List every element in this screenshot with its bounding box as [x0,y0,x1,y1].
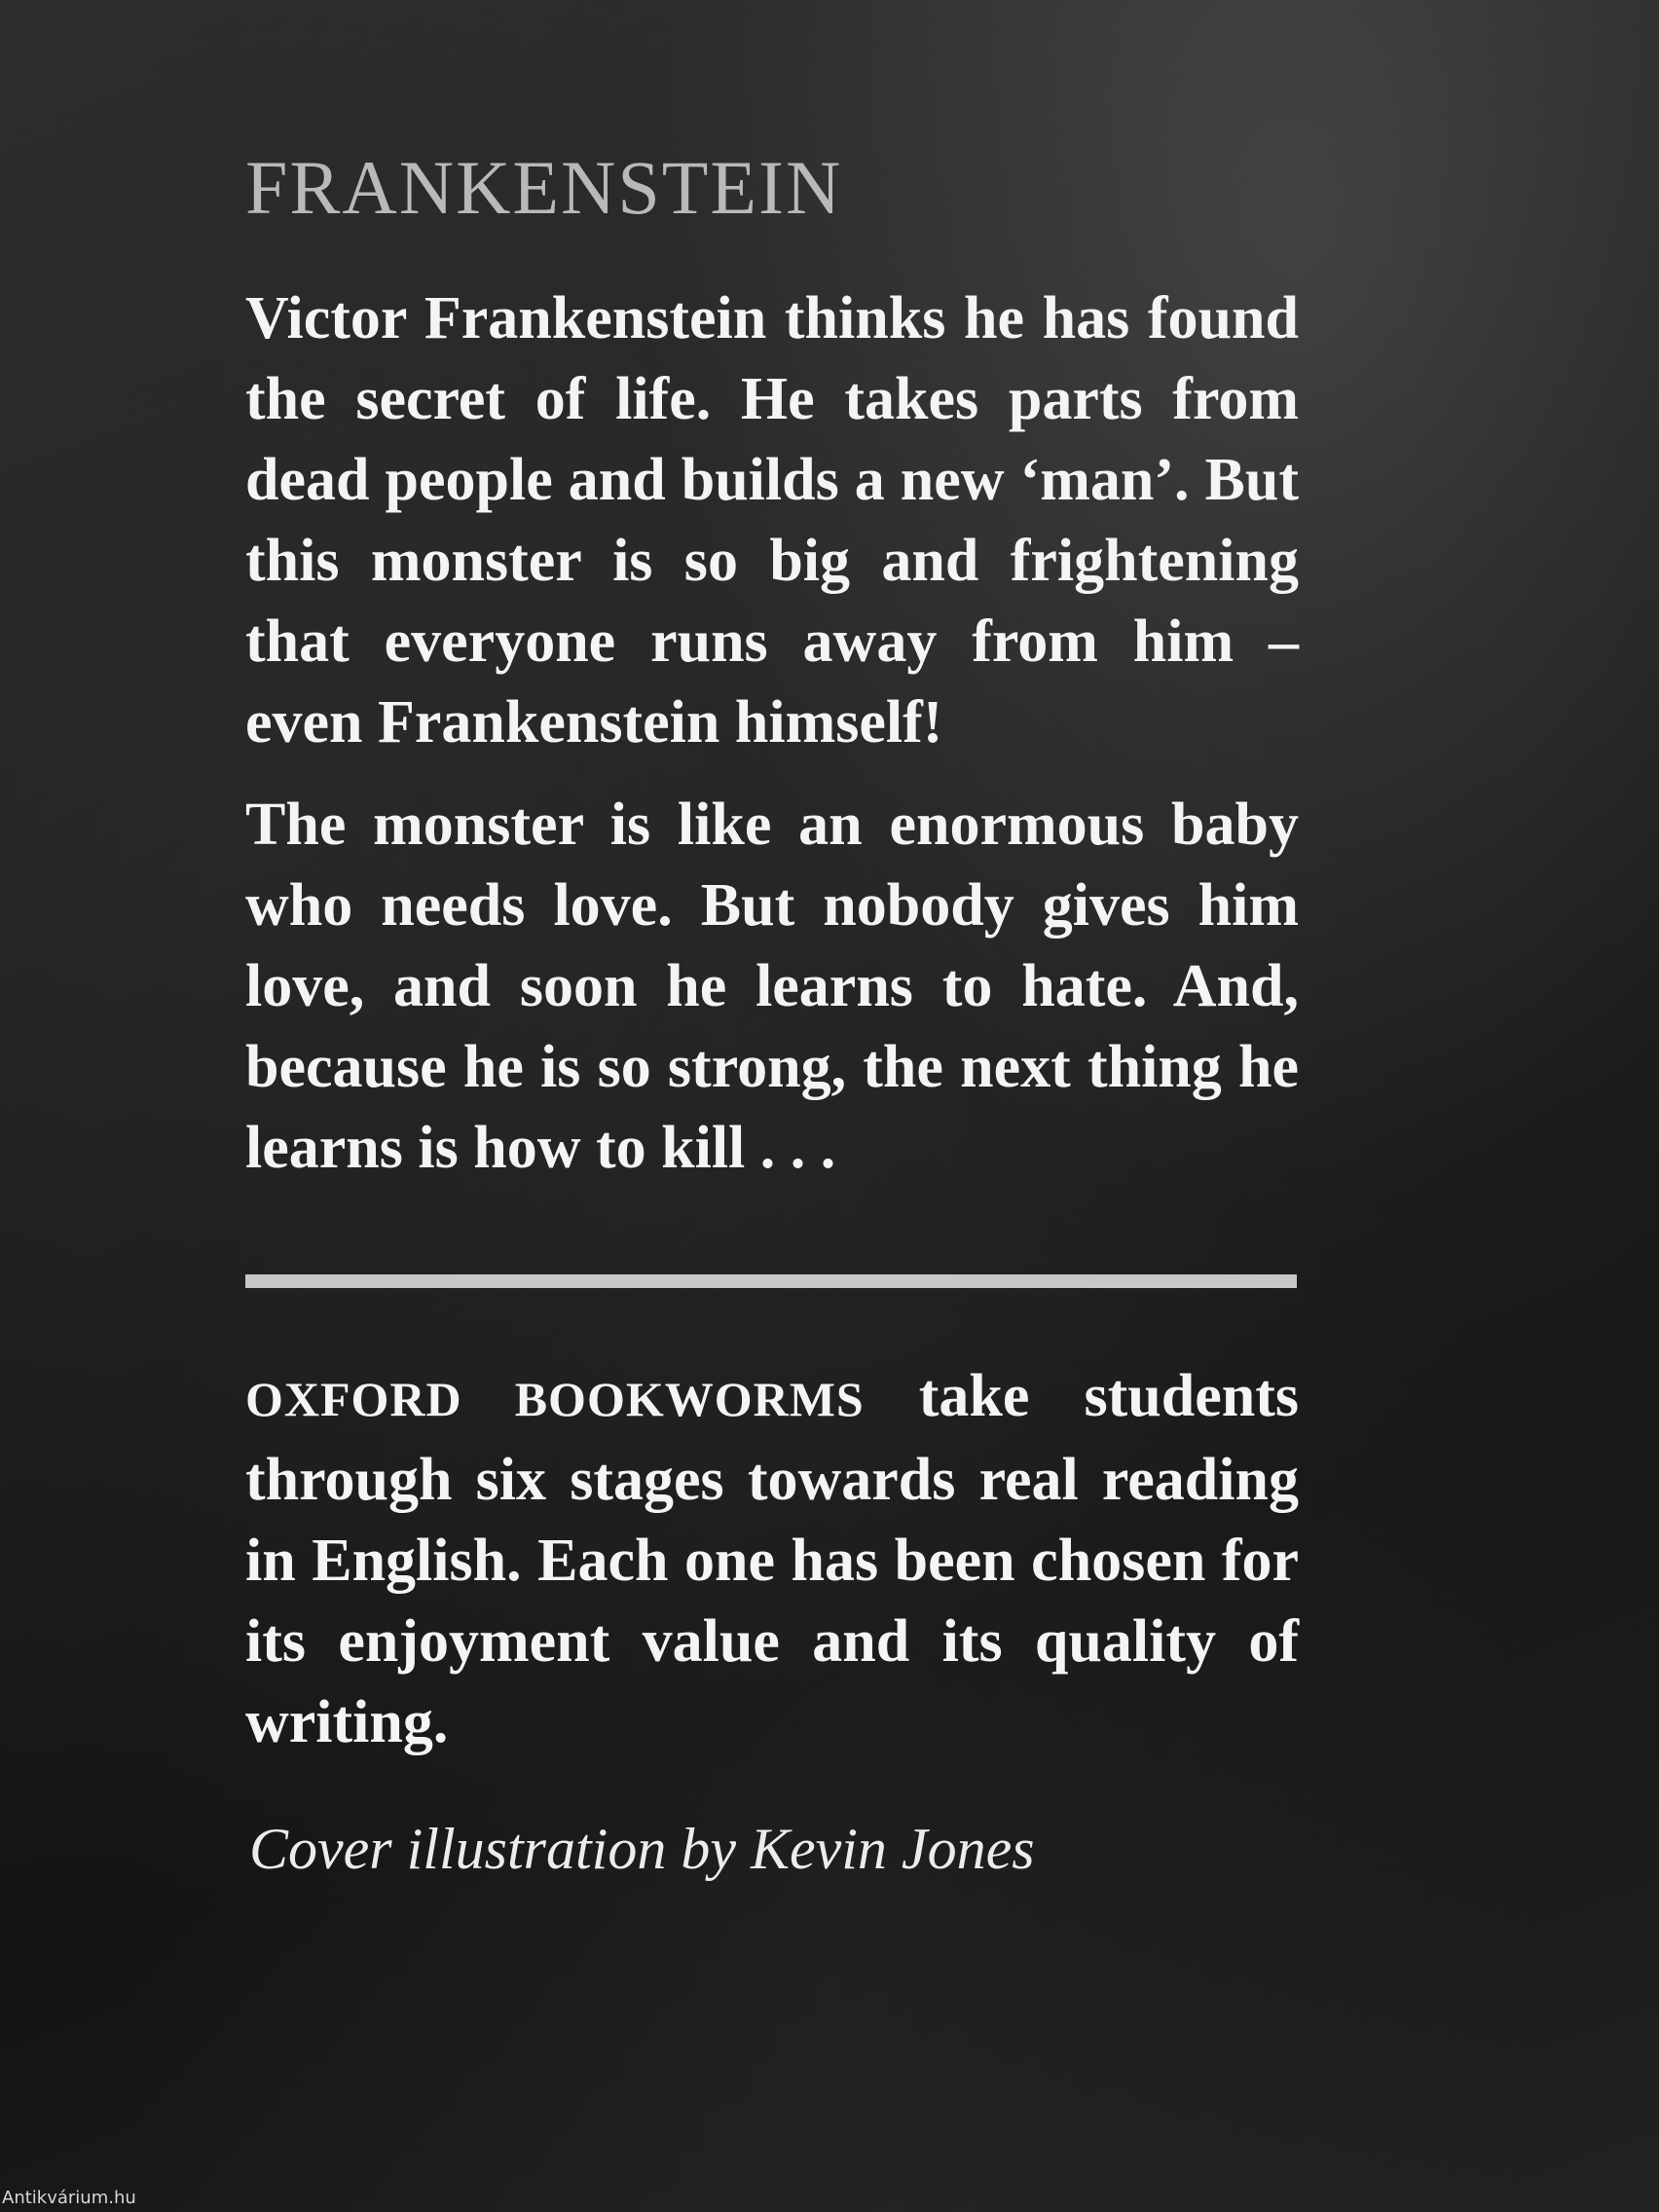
series-blurb [245,1356,1299,1763]
book-title: FRANKENSTEIN [245,145,843,230]
synopsis-paragraph-1: Victor Frankenstein thinks he has found the secret of life. He takes parts from dead people and builds a new ‘man’. But this monster is so big and frightening that everyone runs away from him – even Frankenstein himself! [245,285,1299,756]
illustration-credit: Cover illustration by Kevin Jones [249,1817,1035,1881]
series-name: OXFORD BOOKWORMS [245,1372,865,1426]
watermark-text: Antikvárium.hu [2,2188,136,2208]
cover-text [245,141,1299,1888]
divider-rule [245,1274,1297,1288]
synopsis-paragraph-2: The monster is like an enormous baby who needs love. But nobody gives him love, and soon he learns to hate. And, because he is so strong, the next thing he learns is how to kill . . . [245,792,1299,1181]
series-description: take students through six stages towards real reading in English. Each one has been chosen for its enjoyment value and its quality of writing. [245,1363,1299,1755]
